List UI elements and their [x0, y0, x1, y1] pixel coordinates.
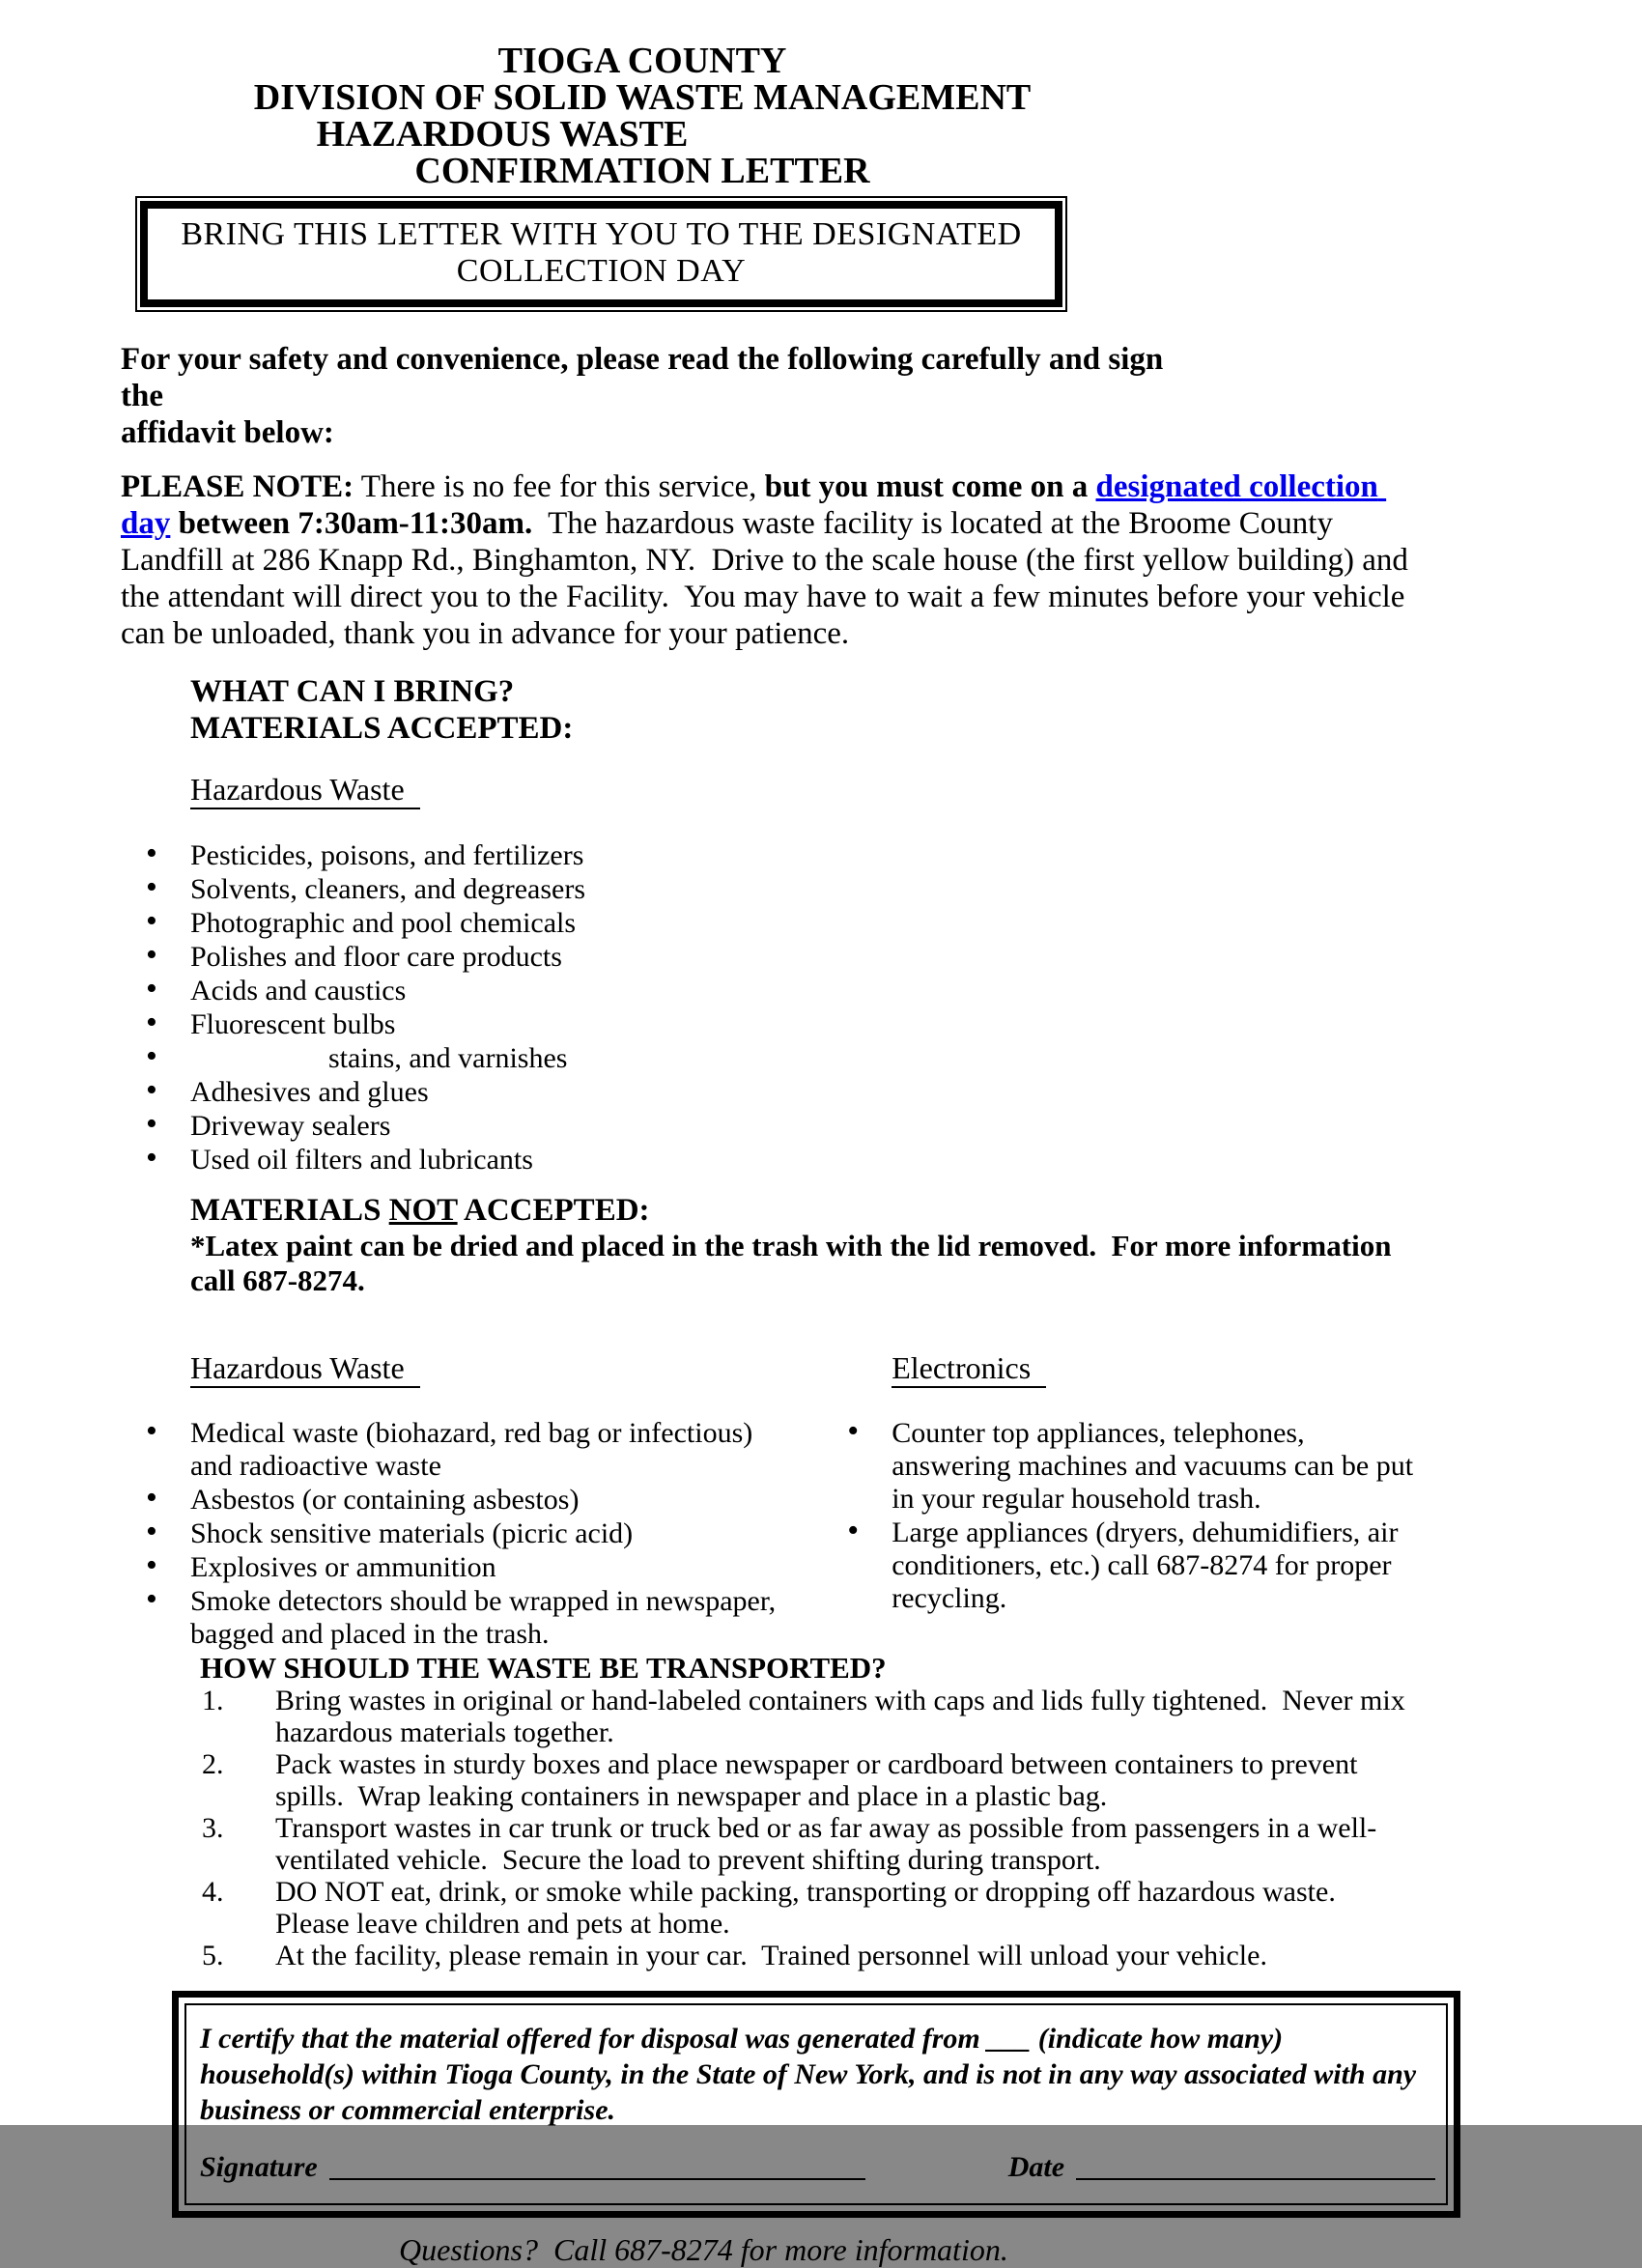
signature-label: Signature: [200, 2151, 318, 2183]
list-item: [121, 1109, 1420, 1143]
banner-line1: BRING THIS LETTER WITH YOU TO THE DESIGNATED: [181, 216, 1022, 252]
heading-part-underlined: NOT: [388, 1193, 458, 1228]
item-number: 3.: [202, 1812, 224, 1844]
date-label: Date: [1007, 2151, 1065, 2183]
date-line: [1076, 2151, 1435, 2180]
list-item-text: stains, and varnishes: [328, 1042, 568, 1074]
list-item-text: Acids and caustics: [190, 975, 407, 1006]
note-text-hours: between 7:30am-11:30am.: [170, 506, 533, 541]
affidavit-box-inner: [184, 2003, 1448, 2205]
item-number: 4.: [202, 1876, 224, 1908]
letterhead: [121, 43, 1164, 189]
title-line-doctype: CONFIRMATION LETTER: [414, 151, 870, 191]
item-number: 5.: [202, 1940, 224, 1971]
questions-footer: Questions? Call 687-8274 for more information.: [399, 2232, 1008, 2267]
list-item: [121, 1484, 787, 1517]
note-text-bold: but you must come on a: [764, 469, 1096, 504]
item-text: Bring wastes in original or hand-labeled containers with caps and lids fully tightened. Never mix hazardous materials together.: [275, 1685, 1413, 1748]
title-line-division: DIVISION OF SOLID WASTE MANAGEMENT: [253, 77, 1032, 118]
list-item: [121, 838, 1420, 872]
item-text: Pack wastes in sturdy boxes and place newspaper or cardboard between containers to prevent spills. Wrap leaking containers in newspaper and place in a plastic bag.: [275, 1748, 1365, 1812]
transport-list: [121, 1685, 1420, 1971]
electronics-list: [822, 1417, 1420, 1615]
note-text-1: There is no fee for this service,: [354, 469, 765, 504]
list-item-text: Driveway sealers: [190, 1110, 391, 1142]
list-item-text: Photographic and pool chemicals: [190, 907, 577, 939]
list-item: [822, 1417, 1420, 1516]
item-text: DO NOT eat, drink, or smoke while packing, transporting or dropping off hazardous waste. Please leave children and pets at home.: [275, 1876, 1350, 1940]
list-item: [121, 974, 1420, 1007]
list-item: [121, 940, 1420, 974]
list-item: [121, 872, 1420, 906]
designated-collection-day-link[interactable]: designated collection day: [121, 469, 1387, 541]
latex-paint-note: *Latex paint can be dried and placed in the trash with the lid removed. For more information call 687-8274.: [190, 1229, 1400, 1297]
what-can-i-bring-heading: WHAT CAN I BRING?: [190, 674, 515, 709]
title-line-county: TIOGA COUNTY: [497, 41, 787, 81]
list-item-text: Used oil filters and lubricants: [190, 1144, 533, 1176]
list-item-text: Medical waste (biohazard, red bag or infectious) and radioactive waste: [190, 1417, 760, 1482]
item-text: Transport wastes in car trunk or truck bed or as far away as possible from passengers in a well-ventilated vehicle. Secure the load to prevent shifting during transport.: [275, 1812, 1377, 1876]
banner-box: [135, 196, 1067, 312]
banner-line2: COLLECTION DAY: [456, 253, 747, 289]
list-item-text: Smoke detectors should be wrapped in newspaper, bagged and placed in the trash.: [190, 1585, 783, 1650]
list-item-text: Solvents, cleaners, and degreasers: [190, 873, 586, 905]
list-item-text: Large appliances (dryers, dehumidifiers, air conditioners, etc.) call 687-8274 for proper recycling.: [892, 1517, 1405, 1614]
hazardous-not-accepted-list: [121, 1417, 787, 1651]
affidavit-box: [172, 1991, 1460, 2218]
certification-text: I certify that the material offered for disposal was generated from ___ (indicate how many) household(s) within Tioga County, in the State of New York, and is not in any way associated with any business or commercial enterprise.: [200, 2023, 1424, 2126]
signature-row: [200, 2147, 1423, 2186]
item-number: 2.: [202, 1748, 224, 1780]
materials-accepted-heading: MATERIALS ACCEPTED:: [190, 711, 574, 746]
list-item: [121, 1143, 1420, 1177]
please-note-paragraph: [121, 468, 1420, 652]
numbered-item: [121, 1812, 1420, 1876]
materials-not-accepted-heading: [121, 1192, 1420, 1229]
list-item: [121, 1517, 787, 1550]
list-item: [121, 1041, 1420, 1075]
hazardous-waste-column: [121, 1350, 787, 1652]
transport-heading: HOW SHOULD THE WASTE BE TRANSPORTED?: [200, 1651, 887, 1685]
please-note-label: PLEASE NOTE:: [121, 469, 354, 504]
intro-line2: affidavit below:: [121, 415, 334, 450]
list-item: [822, 1517, 1420, 1615]
list-item-text: Adhesives and glues: [190, 1076, 429, 1108]
electronics-column: [822, 1350, 1420, 1652]
banner-box-inner: [140, 201, 1062, 307]
list-item-text: Shock sensitive materials (picric acid): [190, 1517, 634, 1549]
list-item: [121, 1585, 787, 1651]
not-accepted-columns: [121, 1350, 1420, 1652]
item-text: At the facility, please remain in your car. Trained personnel will unload your vehicle.: [275, 1940, 1267, 1971]
list-item: [121, 1551, 787, 1584]
list-item: [121, 1417, 787, 1483]
list-item-text: Fluorescent bulbs: [190, 1008, 396, 1040]
numbered-item: [121, 1685, 1420, 1748]
hazardous-waste-column-heading: Hazardous Waste: [190, 1351, 420, 1388]
intro-line1: For your safety and convenience, please read the following carefully and sign the: [121, 342, 1164, 413]
list-item-text: Polishes and floor care products: [190, 941, 562, 973]
note-text-2: The hazardous waste facility is located at the Broome County Landfill at 286 Knapp Rd., Binghamton, NY. Drive to the scale house (the first yellow building) and the attendant will direct you to the Facility. You may have to wait a few minutes before your vehicle can be unloaded, thank you in advance for your patience.: [121, 506, 1417, 651]
numbered-item: [121, 1940, 1420, 1971]
list-item: [121, 1075, 1420, 1109]
heading-part: MATERIALS: [190, 1193, 389, 1228]
signature-line: [329, 2151, 865, 2180]
numbered-item: [121, 1748, 1420, 1812]
hazardous-waste-subheading: Hazardous Waste: [190, 773, 420, 809]
numbered-item: [121, 1876, 1420, 1940]
accepted-materials-list: [121, 838, 1420, 1177]
title-line-waste: HAZARDOUS WASTE: [316, 114, 689, 155]
list-item-text: Explosives or ammunition: [190, 1551, 496, 1583]
list-item-text: Asbestos (or containing asbestos): [190, 1484, 580, 1516]
list-item: [121, 1007, 1420, 1041]
electronics-column-heading: Electronics: [892, 1351, 1046, 1388]
list-item-text: Pesticides, poisons, and fertilizers: [190, 839, 584, 871]
intro-paragraph: [121, 341, 1183, 451]
heading-part: ACCEPTED:: [457, 1193, 650, 1228]
list-item-text: Counter top appliances, telephones, answering machines and vacuums can be put in your regular household trash.: [892, 1417, 1421, 1515]
list-item: [121, 906, 1420, 940]
item-number: 1.: [202, 1685, 224, 1716]
